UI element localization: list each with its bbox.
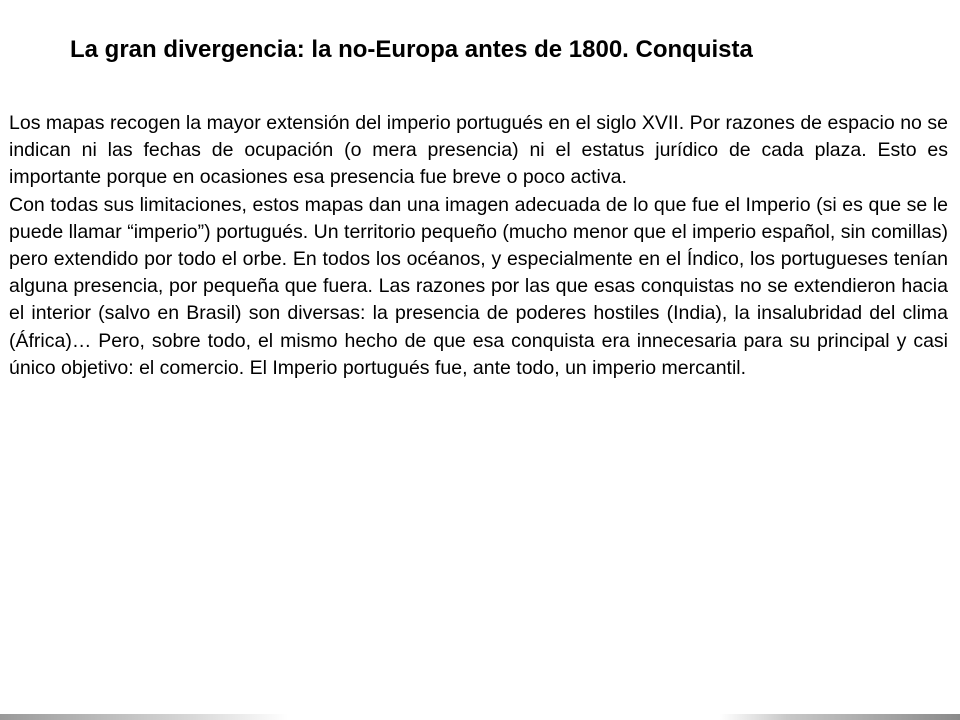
body-paragraph-1: Los mapas recogen la mayor extensión del imperio portugués en el siglo XVII. Por razones de espacio no se indican ni las fechas de ocupación (o mera presencia) ni el estatus jurídico de cada plaza. Esto es importante porque en ocasiones esa presencia fue breve o poco activa. <box>9 112 948 189</box>
bottom-decorative-band <box>0 714 960 720</box>
slide-body <box>9 110 948 382</box>
body-paragraph-2: Con todas sus limitaciones, estos mapas dan una imagen adecuada de lo que fue el Imperio (si es que se le puede llamar “imperio”) portugués. Un territorio pequeño (mucho menor que el imperio español, sin comillas) pero extendido por todo el orbe. En todos los océanos, y especialmente en el Índico, los portugueses tenían alguna presencia, por pequeña que fuera. Las razones por las que esas conquistas no se extendieron hacia el interior (salvo en Brasil) son diversas: la presencia de poderes hostiles (India), la insalubridad del clima (África)… Pero, sobre todo, el mismo hecho de que esa conquista era innecesaria para su principal y casi único objetivo: el comercio. El Imperio portugués fue, ante todo, un imperio mercantil. <box>9 193 948 379</box>
slide-title: La gran divergencia: la no-Europa antes de 1800. Conquista <box>70 36 753 63</box>
